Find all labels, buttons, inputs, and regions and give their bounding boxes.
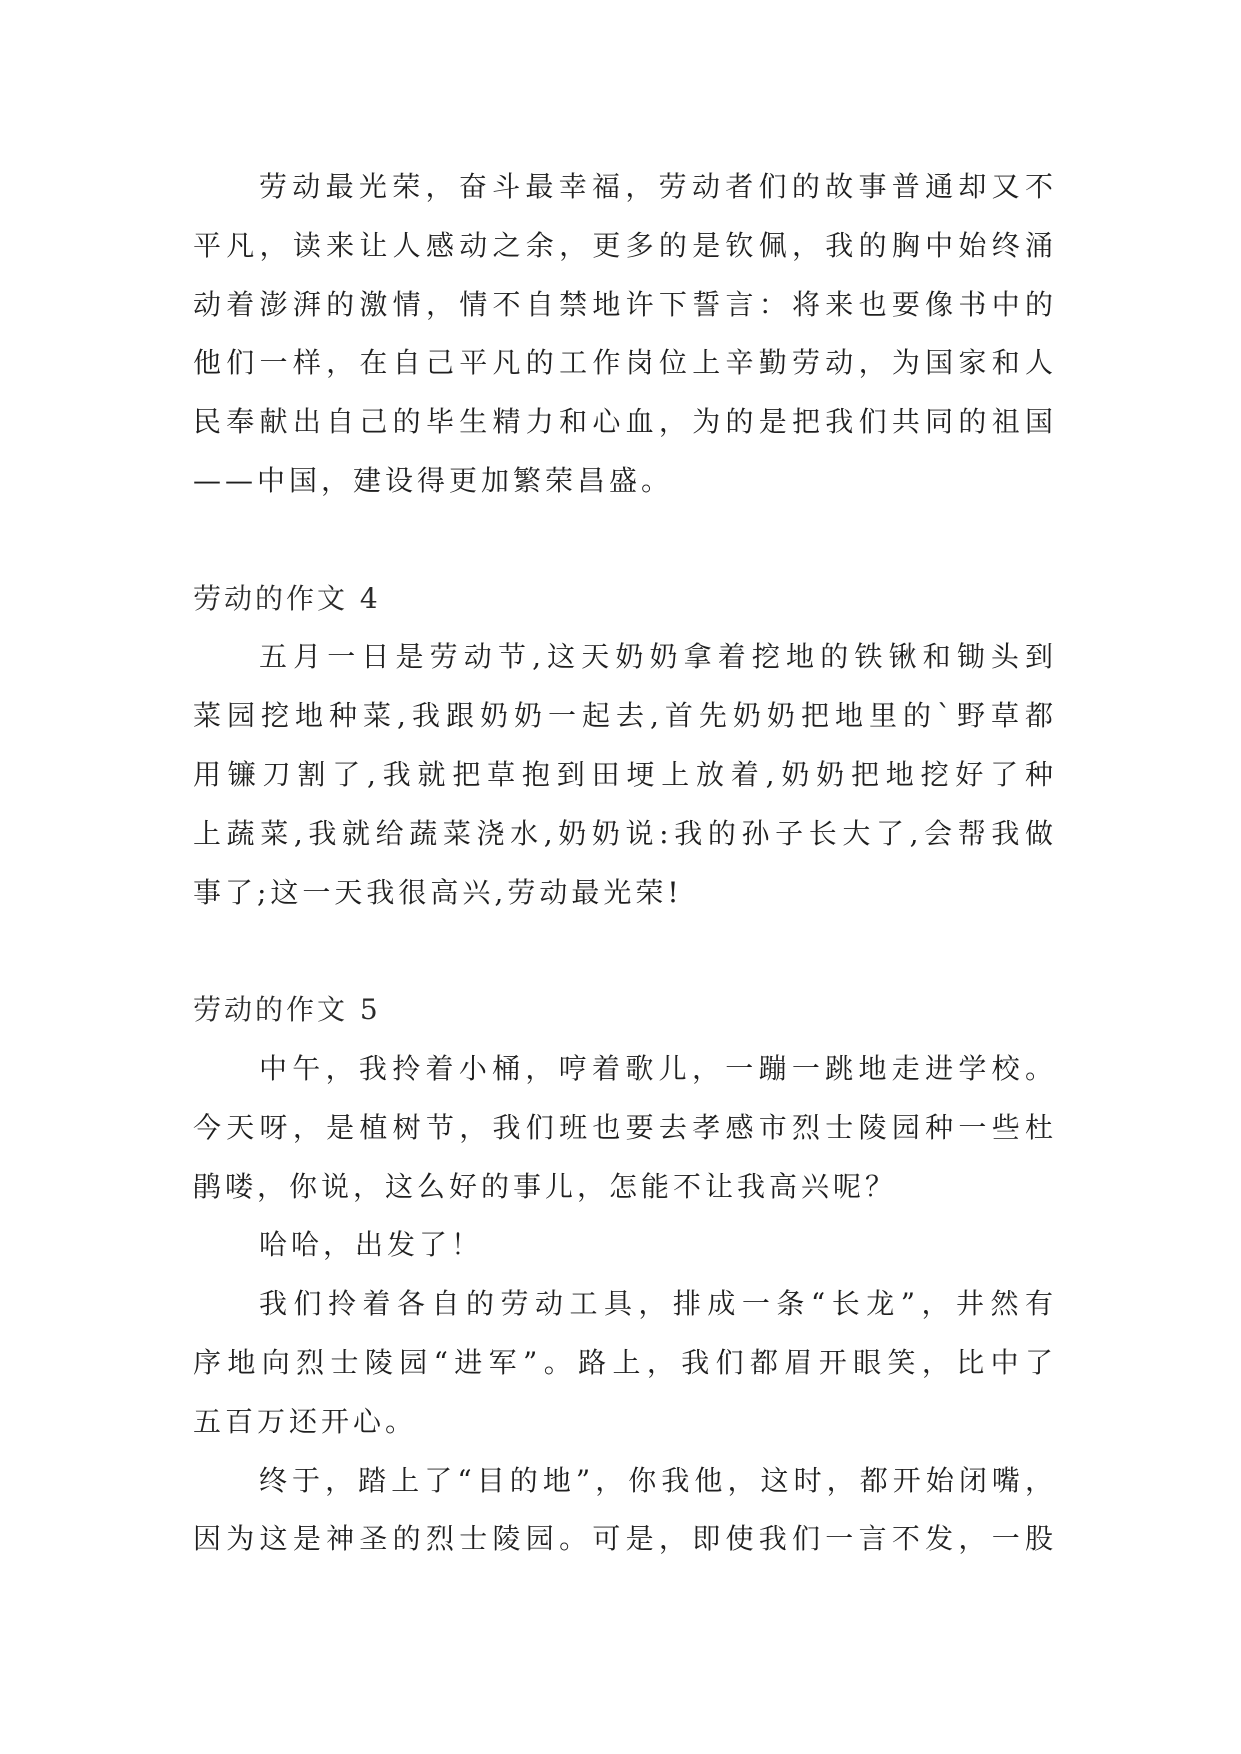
paragraph bbox=[193, 1275, 1057, 1451]
paragraph-line: 事了;这一天我很高兴,劳动最光荣! bbox=[193, 875, 683, 909]
paragraph-line: 五月一日是劳动节,这天奶奶拿着挖地的铁锹和锄头到 bbox=[259, 640, 1057, 674]
paragraph bbox=[193, 158, 1057, 511]
paragraph-line: 鹃喽，你说，这么好的事儿，怎能不让我高兴呢？ bbox=[193, 1169, 898, 1203]
paragraph-line: 哈哈，出发了！ bbox=[259, 1228, 484, 1262]
paragraph-line: 五百万还开心。 bbox=[193, 1404, 418, 1438]
paragraph-line: 上蔬菜,我就给蔬菜浇水,奶奶说:我的孙子长大了,会帮我做 bbox=[193, 816, 1057, 850]
paragraph bbox=[193, 1216, 1057, 1275]
document-page bbox=[193, 158, 1057, 1569]
paragraph-line: 中午，我拎着小桶，哼着歌儿，一蹦一跳地走进学校。 bbox=[259, 1051, 1057, 1085]
paragraph bbox=[193, 628, 1057, 922]
paragraph-line: 平凡，读来让人感动之余，更多的是钦佩，我的胸中始终涌 bbox=[193, 228, 1057, 262]
paragraph-line: 他们一样，在自己平凡的工作岗位上辛勤劳动，为国家和人 bbox=[193, 346, 1057, 380]
essay-heading: 劳动的作文 4 bbox=[193, 581, 381, 615]
paragraph-line: 今天呀，是植树节，我们班也要去孝感市烈士陵园种一些杜 bbox=[193, 1110, 1057, 1144]
paragraph-line: 动着澎湃的激情，情不自禁地许下誓言：将来也要像书中的 bbox=[193, 287, 1057, 321]
paragraph-line: 菜园挖地种菜,我跟奶奶一起去,首先奶奶把地里的`野草都 bbox=[193, 699, 1057, 733]
paragraph-line: 序地向烈士陵园“进军”。路上，我们都眉开眼笑，比中了 bbox=[193, 1345, 1057, 1379]
paragraph bbox=[193, 1040, 1057, 1216]
paragraph-line: 终于，踏上了“目的地”，你我他，这时，都开始闭嘴， bbox=[259, 1463, 1057, 1497]
paragraph-line: 我们拎着各自的劳动工具，排成一条“长龙”，井然有 bbox=[259, 1287, 1057, 1321]
paragraph-line: 用镰刀割了,我就把草抱到田埂上放着,奶奶把地挖好了种 bbox=[193, 757, 1057, 791]
essay-heading: 劳动的作文 5 bbox=[193, 993, 381, 1027]
paragraph-line: 民奉献出自己的毕生精力和心血，为的是把我们共同的祖国 bbox=[193, 405, 1057, 439]
paragraph bbox=[193, 1452, 1057, 1570]
paragraph-line: 因为这是神圣的烈士陵园。可是，即使我们一言不发，一股 bbox=[193, 1522, 1057, 1556]
paragraph-line: ——中国，建设得更加繁荣昌盛。 bbox=[193, 463, 674, 497]
paragraph-line: 劳动最光荣，奋斗最幸福，劳动者们的故事普通却又不 bbox=[259, 170, 1057, 203]
